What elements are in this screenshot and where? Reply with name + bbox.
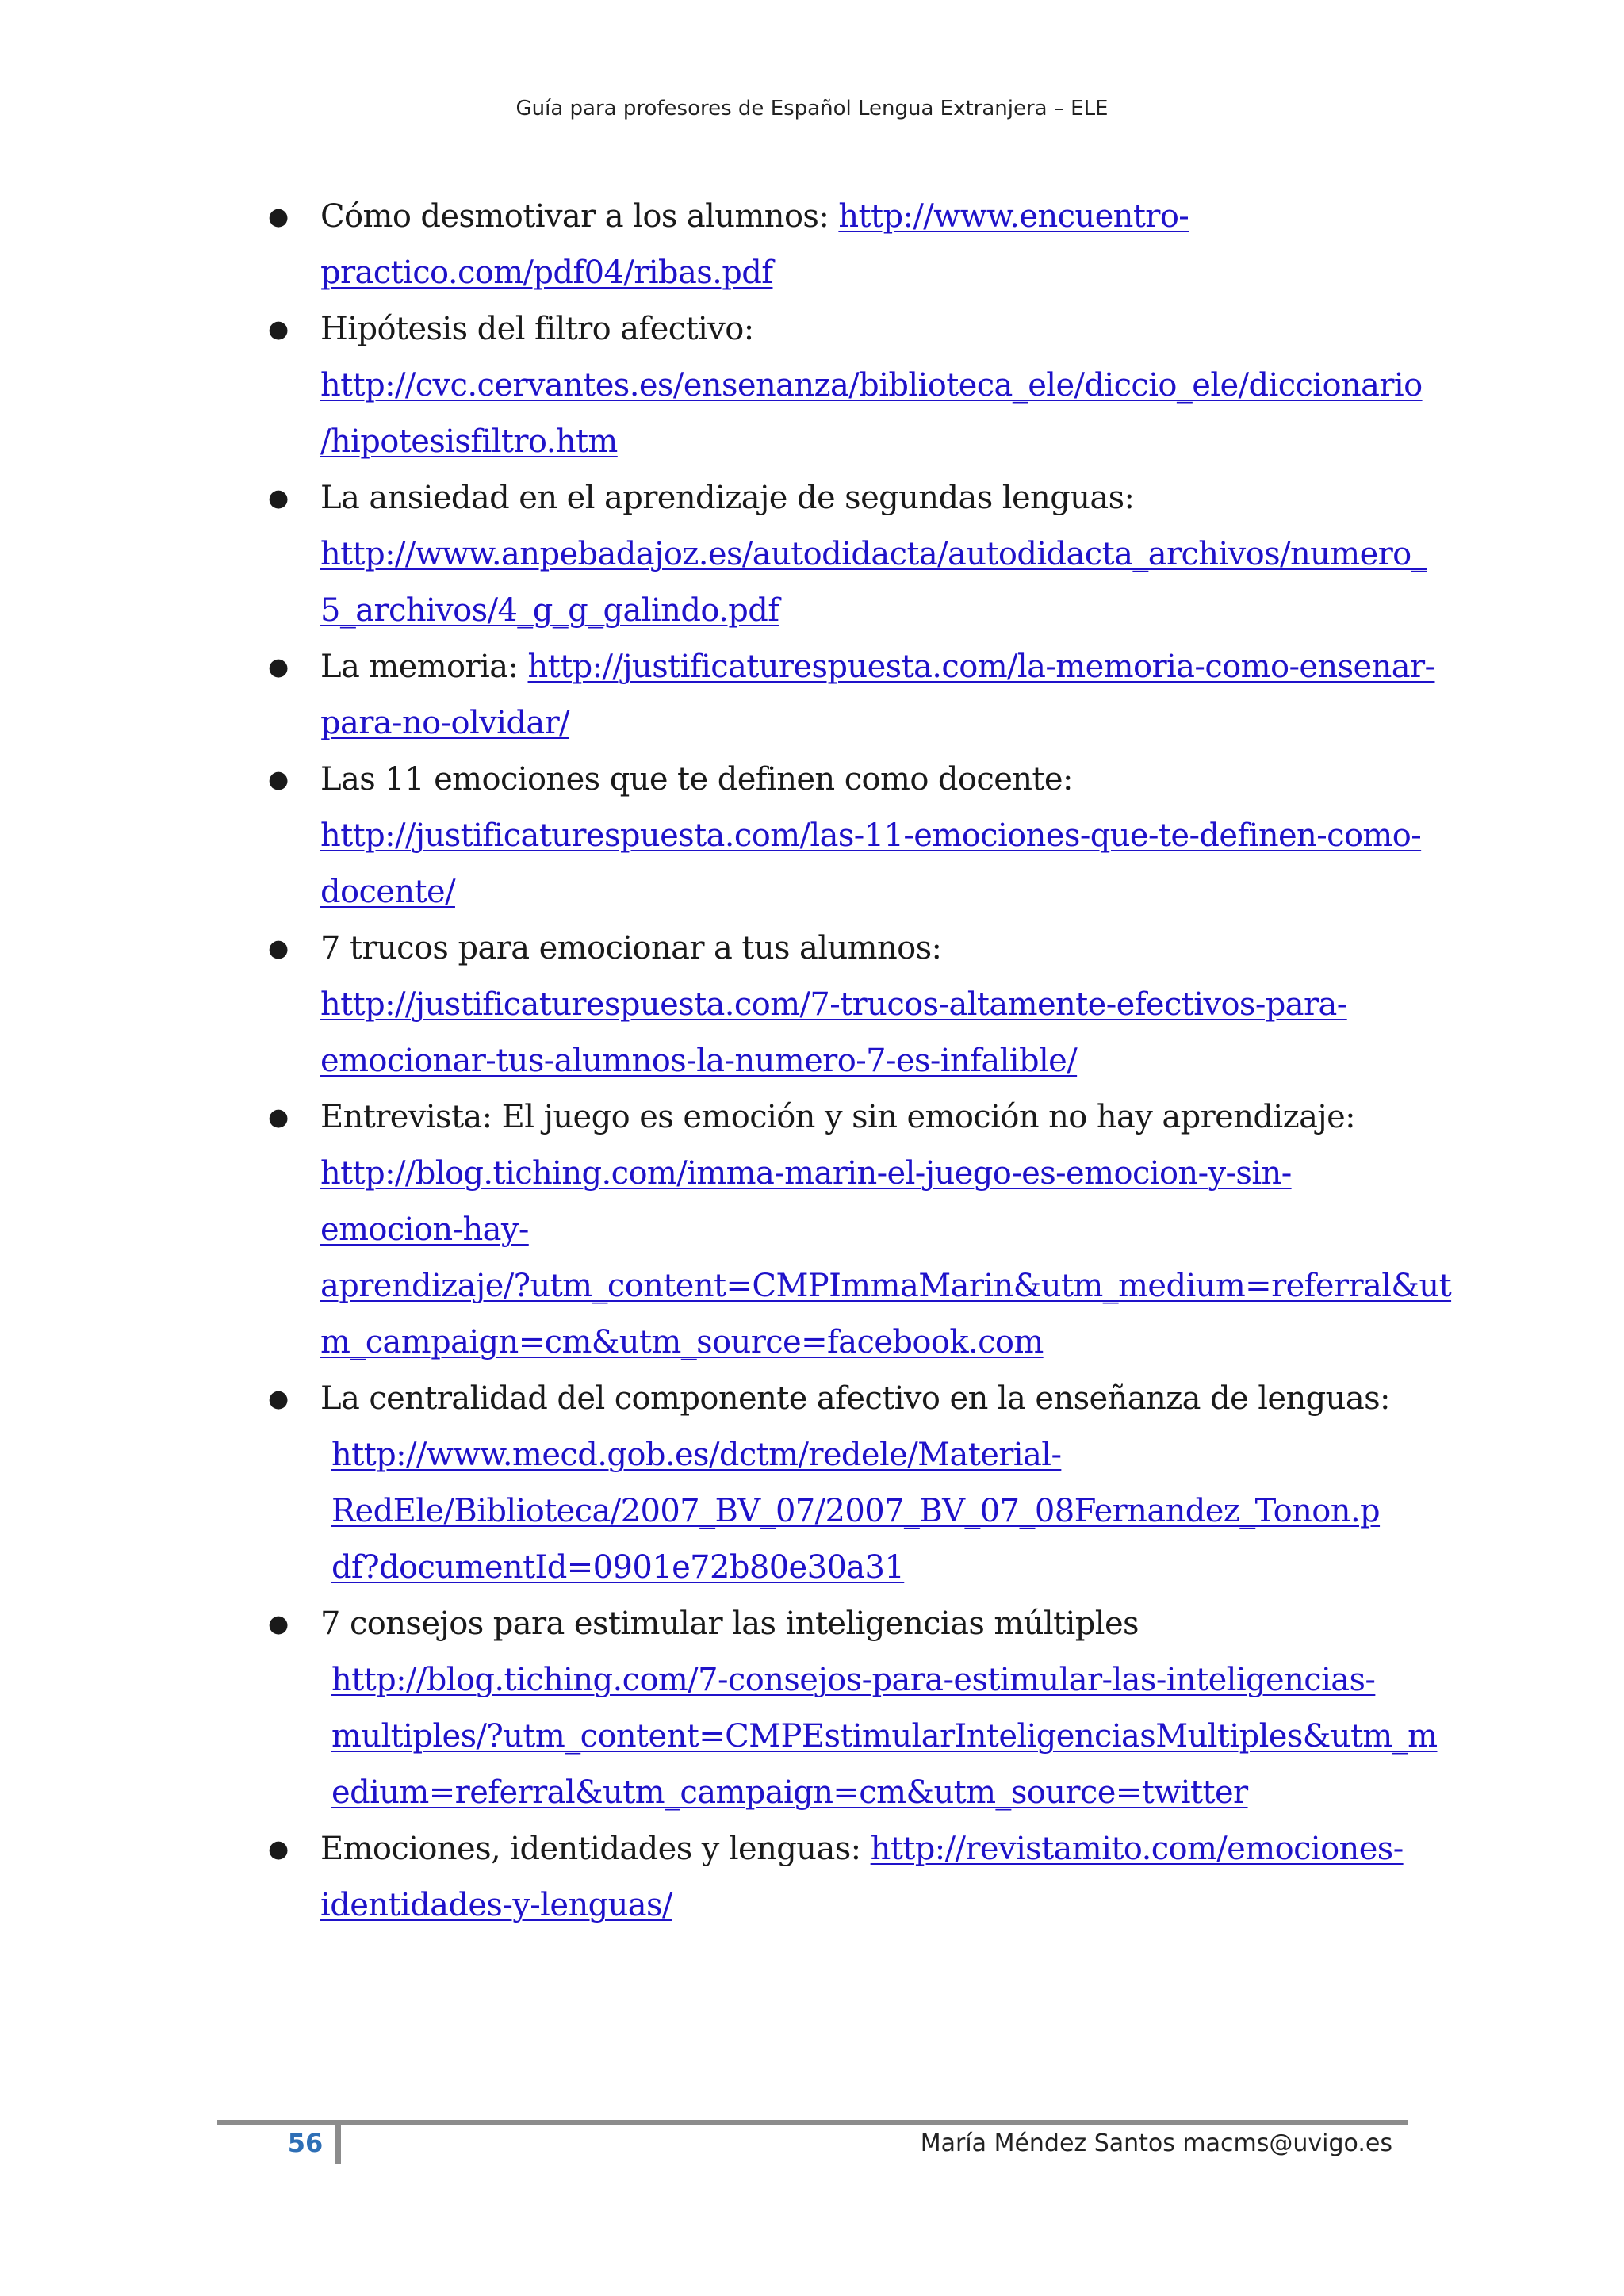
item-label: La memoria: — [320, 649, 528, 685]
resource-link[interactable]: http://justificaturespuesta.com/las-11-emociones-que-te-definen-como- — [320, 817, 1422, 854]
bullet-icon: ● — [268, 484, 289, 512]
item-label: La ansiedad en el aprendizaje de segundas lenguas: — [320, 480, 1135, 516]
resource-link[interactable]: emocionar-tus-alumnos-la-numero-7-es-infalible/ — [320, 1043, 1078, 1079]
list-item — [262, 1596, 1438, 1821]
resource-link[interactable]: identidades-y-lenguas/ — [320, 1887, 672, 1923]
resource-link[interactable]: emocion-hay- — [320, 1211, 529, 1248]
resource-link[interactable]: m_campaign=cm&utm_source=facebook.com — [320, 1324, 1044, 1360]
bullet-icon: ● — [268, 653, 289, 681]
item-label: Cómo desmotivar a los alumnos: — [320, 198, 839, 235]
bullet-icon: ● — [268, 1610, 289, 1638]
item-label: 7 consejos para estimular las inteligencias múltiples — [320, 1605, 1139, 1642]
item-label: Entrevista: El juego es emoción y sin emoción no hay aprendizaje: — [320, 1099, 1356, 1135]
resource-link[interactable]: practico.com/pdf04/ribas.pdf — [320, 254, 773, 291]
resource-link[interactable]: http://blog.tiching.com/7-consejos-para-estimular-las-inteligencias- — [331, 1662, 1376, 1698]
list-item — [262, 920, 1388, 1089]
resource-link[interactable]: edium=referral&utm_campaign=cm&utm_source=twitter — [331, 1774, 1248, 1811]
resource-link[interactable]: docente/ — [320, 874, 455, 910]
item-label: Hipótesis del filtro afectivo: — [320, 311, 754, 347]
footer-author: María Méndez Santos macms@uvigo.es — [920, 2130, 1392, 2157]
bullet-icon: ● — [268, 935, 289, 962]
bullet-icon: ● — [268, 766, 289, 794]
resource-link[interactable]: multiples/?utm_content=CMPEstimularInteligenciasMultiples&utm_m — [331, 1718, 1438, 1755]
list-item — [262, 189, 1388, 301]
resource-link[interactable]: http://justificaturespuesta.com/7-trucos-altamente-efectivos-para- — [320, 986, 1347, 1023]
resource-link[interactable]: http://www.encuentro- — [838, 198, 1189, 235]
resource-link[interactable]: para-no-olvidar/ — [320, 705, 570, 741]
resource-link[interactable]: df?documentId=0901e72b80e30a31 — [331, 1549, 905, 1586]
list-item — [262, 752, 1422, 920]
list-item — [262, 1821, 1404, 1934]
resource-link[interactable]: http://revistamito.com/emociones- — [870, 1831, 1404, 1867]
bullet-icon: ● — [268, 1835, 289, 1863]
bullet-icon: ● — [268, 203, 289, 231]
page-number: 56 — [287, 2128, 324, 2158]
resource-list — [262, 189, 1452, 1934]
footer-divider-tick — [335, 2125, 341, 2164]
bullet-icon: ● — [268, 1385, 289, 1413]
resource-link[interactable]: http://blog.tiching.com/imma-marin-el-juego-es-emocion-y-sin- — [320, 1155, 1292, 1192]
list-item — [262, 301, 1423, 470]
item-label: Las 11 emociones que te definen como docente: — [320, 761, 1073, 798]
item-label: La centralidad del componente afectivo en la enseñanza de lenguas: — [320, 1380, 1390, 1417]
resource-link[interactable]: 5_archivos/4_g_g_galindo.pdf — [320, 592, 779, 629]
bullet-icon: ● — [268, 316, 289, 343]
resource-link[interactable]: http://www.anpebadajoz.es/autodidacta/autodidacta_archivos/numero_ — [320, 536, 1427, 572]
page-header: Guía para profesores de Español Lengua Extranjera – ELE — [515, 97, 1109, 121]
resource-link[interactable]: /hipotesisfiltro.htm — [320, 423, 618, 460]
item-label: Emociones, identidades y lenguas: — [320, 1831, 871, 1867]
list-item — [262, 470, 1427, 639]
resource-link[interactable]: http://cvc.cervantes.es/ensenanza/biblioteca_ele/diccio_ele/diccionario — [320, 367, 1423, 404]
list-item — [262, 1089, 1452, 1371]
item-label: 7 trucos para emocionar a tus alumnos: — [320, 930, 942, 966]
list-item — [262, 639, 1435, 752]
bullet-icon: ● — [268, 1104, 289, 1131]
footer-divider — [217, 2120, 1408, 2125]
resource-link[interactable]: aprendizaje/?utm_content=CMPImmaMarin&utm_medium=referral&ut — [320, 1268, 1452, 1304]
resource-link[interactable]: http://justificaturespuesta.com/la-memoria-como-ensenar- — [527, 649, 1435, 685]
list-item — [262, 1371, 1388, 1596]
resource-link[interactable]: http://www.mecd.gob.es/dctm/redele/Material- — [331, 1437, 1062, 1473]
resource-link[interactable]: RedEle/Biblioteca/2007_BV_07/2007_BV_07_08Fernandez_Tonon.p — [331, 1493, 1381, 1529]
